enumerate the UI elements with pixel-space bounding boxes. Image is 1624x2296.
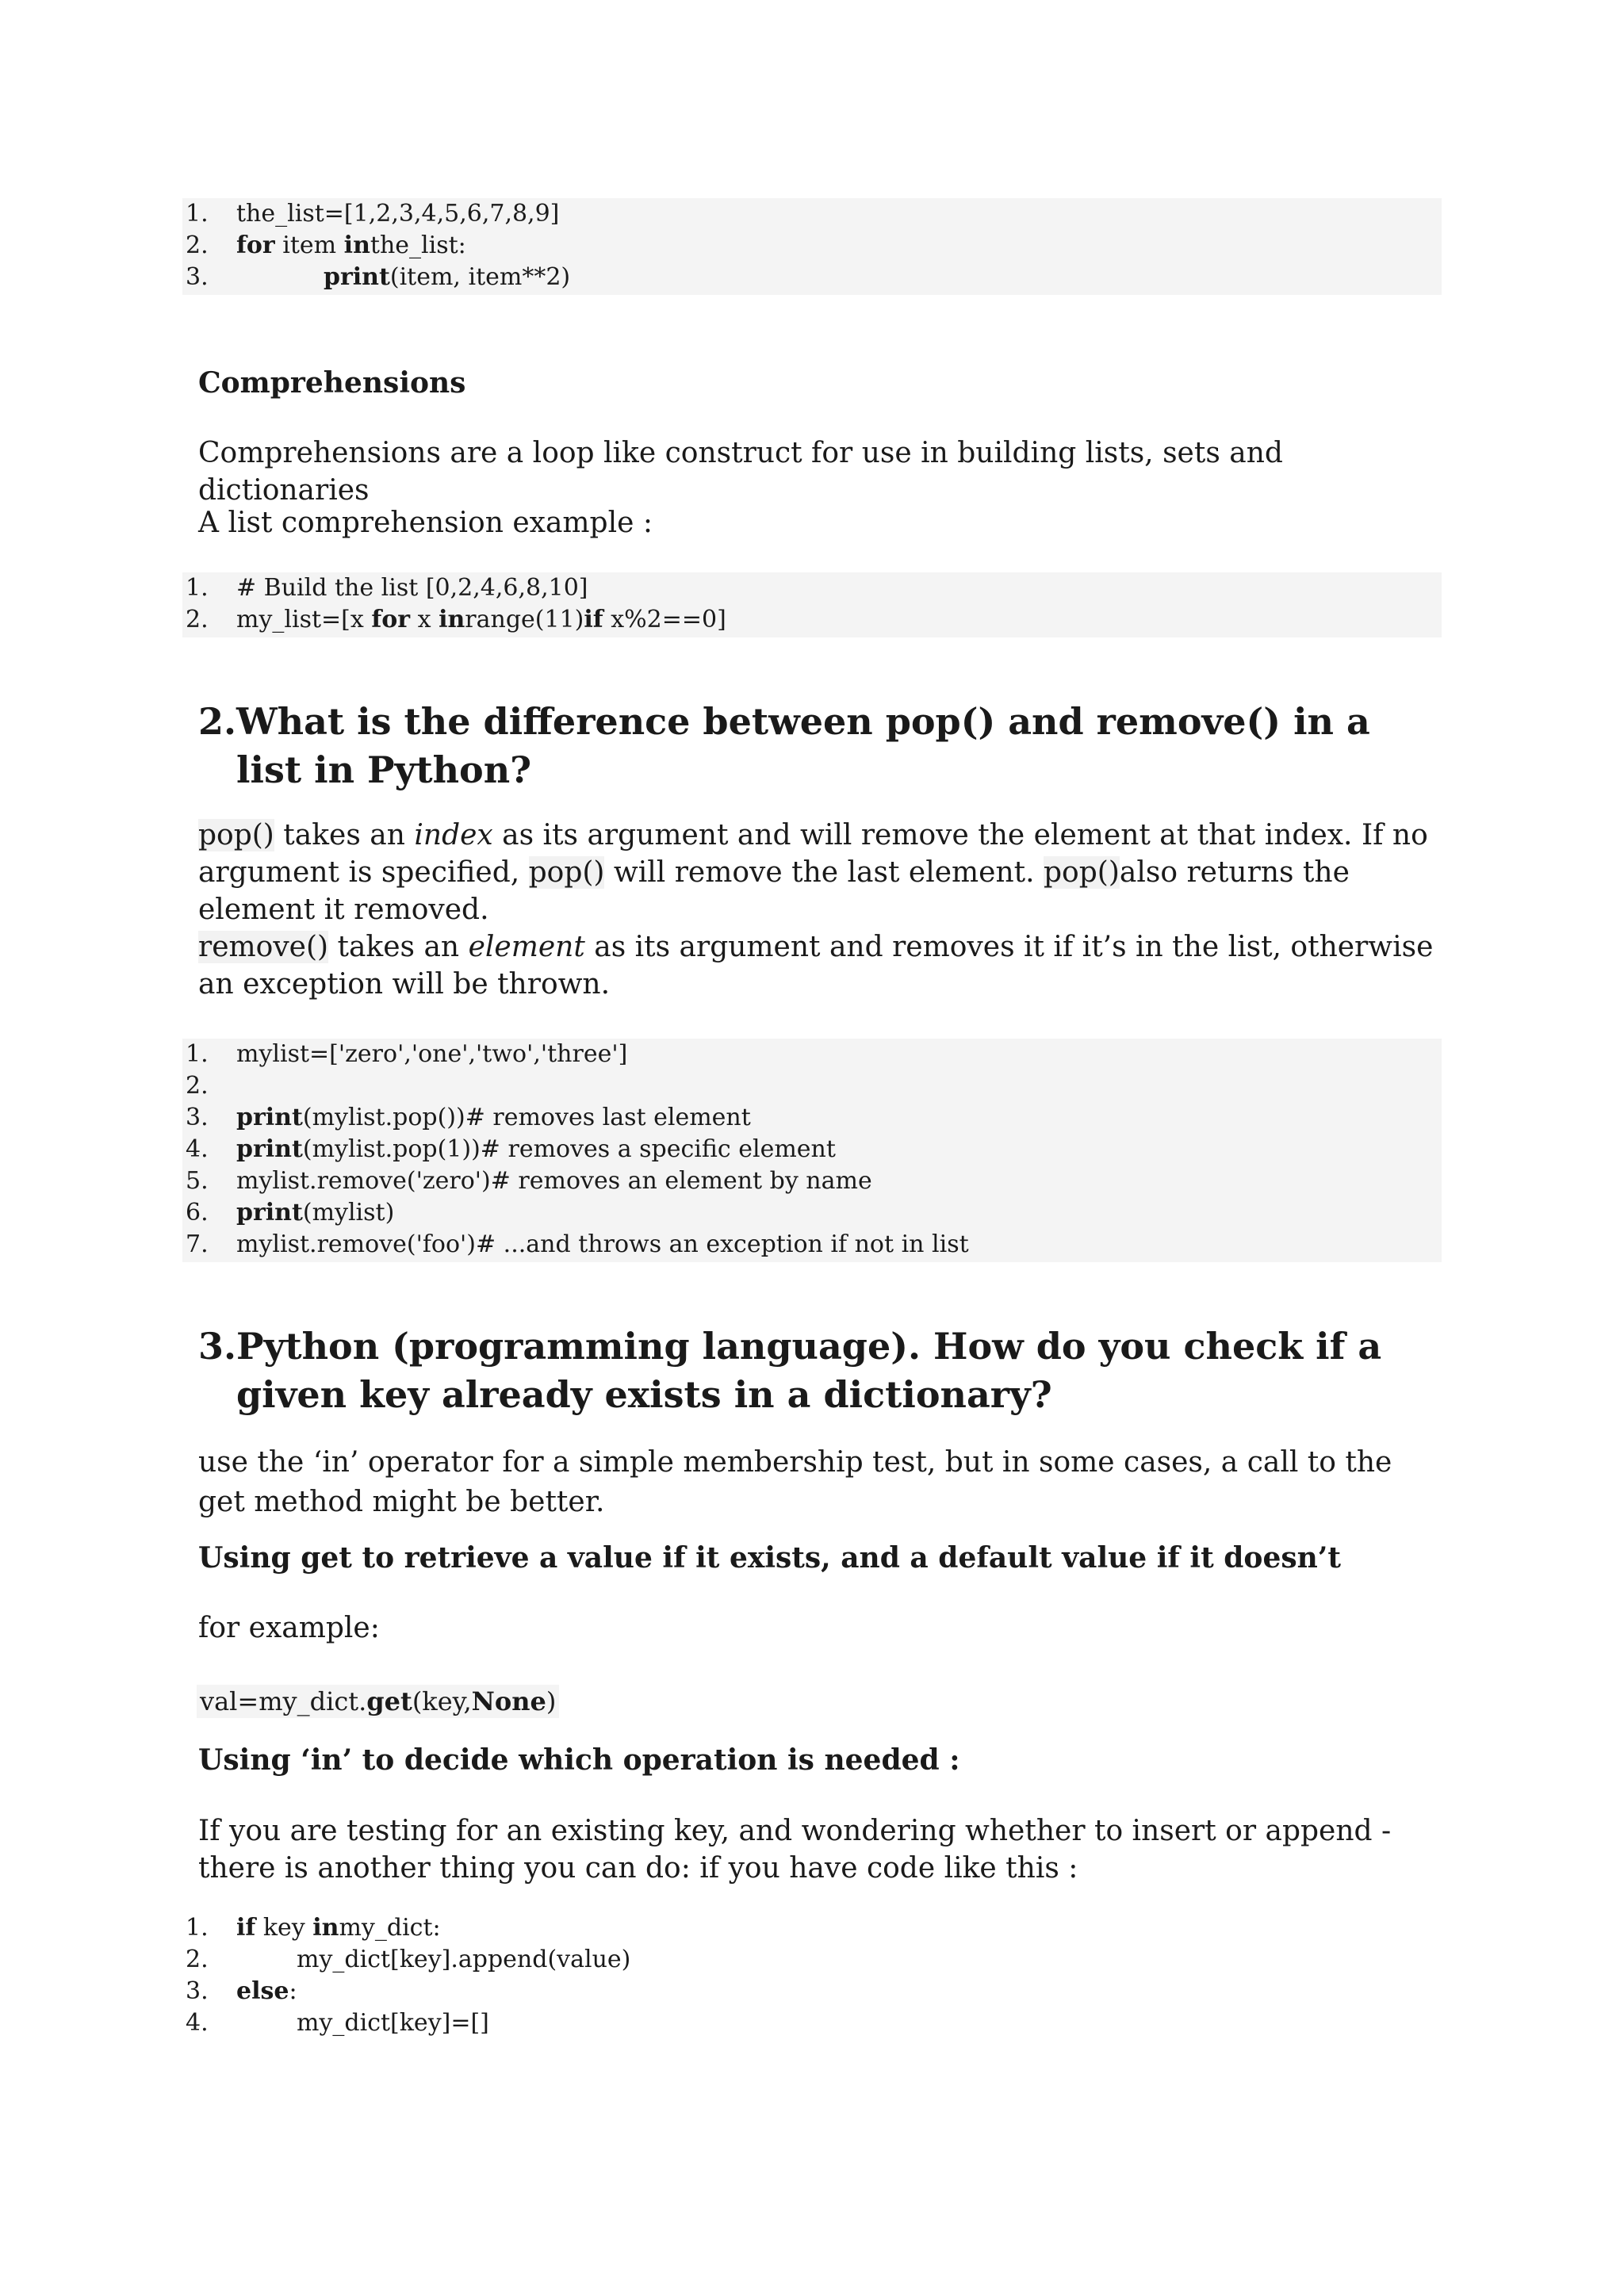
section-3-heading bbox=[198, 1322, 1435, 1419]
code-text bbox=[236, 1134, 836, 1165]
text-fragment: will remove the last element. bbox=[604, 856, 1044, 889]
line-number: 1. bbox=[186, 1914, 209, 1942]
code-line bbox=[182, 572, 1442, 604]
keyword: if bbox=[236, 1914, 256, 1942]
inline-code-pop: pop() bbox=[528, 856, 605, 889]
code-line bbox=[182, 1134, 1442, 1165]
code-line bbox=[182, 2007, 1442, 2039]
code-fragment: my_list=[x bbox=[236, 606, 372, 633]
code-line bbox=[182, 1944, 1442, 1976]
emphasis: element bbox=[468, 931, 585, 963]
code-text: my_dict[key].append(value) bbox=[297, 1946, 631, 1973]
line-number: 2. bbox=[186, 606, 209, 633]
section-number: 2. bbox=[198, 700, 237, 743]
code-text bbox=[236, 230, 466, 262]
line-number: 3. bbox=[186, 1104, 209, 1131]
in-subheading: Using ‘in’ to decide which operation is needed : bbox=[198, 1743, 960, 1777]
code-fragment: (mylist.pop(1))# removes a specific element bbox=[302, 1135, 836, 1163]
code-fragment: key bbox=[255, 1914, 313, 1942]
code-fragment: ) bbox=[546, 1686, 557, 1716]
line-number: 2. bbox=[186, 232, 209, 259]
code-line bbox=[182, 230, 1442, 262]
keyword: for bbox=[236, 232, 275, 259]
code-text bbox=[236, 604, 726, 636]
code-fragment: item bbox=[274, 232, 344, 259]
code-text: # Build the list [0,2,4,6,8,10] bbox=[236, 574, 588, 602]
code-line bbox=[182, 1912, 1442, 1944]
get-subheading: Using get to retrieve a value if it exists, and a default value if it doesn’t bbox=[198, 1541, 1341, 1575]
code-text bbox=[236, 1102, 751, 1134]
text-fragment: also returns the element it removed. bbox=[198, 856, 1350, 926]
line-number: 2. bbox=[186, 1946, 209, 1973]
code-text: mylist=['zero','one','two','three'] bbox=[236, 1040, 628, 1068]
line-number: 3. bbox=[186, 1977, 209, 2005]
emphasis: index bbox=[414, 819, 493, 851]
keyword: for bbox=[371, 606, 411, 633]
code-line bbox=[182, 198, 1442, 230]
keyword: print bbox=[236, 1199, 303, 1226]
code-fragment: : bbox=[289, 1977, 297, 2005]
text-fragment: takes an bbox=[328, 931, 469, 963]
keyword: in bbox=[343, 232, 370, 259]
keyword: print bbox=[236, 1104, 303, 1131]
text-fragment: as its argument and removes it if it’s in the list, otherwise an exception will be thrown. bbox=[198, 931, 1434, 1001]
code-line bbox=[182, 262, 1442, 293]
code-fragment: my_dict: bbox=[339, 1914, 441, 1942]
text-fragment: takes an bbox=[274, 819, 415, 851]
line-number: 3. bbox=[186, 263, 209, 291]
keyword: if bbox=[584, 606, 603, 633]
line-number: 5. bbox=[186, 1167, 209, 1195]
inline-code-pop: pop() bbox=[1044, 856, 1120, 889]
code-text: mylist.remove('zero')# removes an element by name bbox=[236, 1167, 872, 1195]
code-line bbox=[182, 1197, 1442, 1229]
code-fragment: the_list: bbox=[370, 232, 466, 259]
line-number: 4. bbox=[186, 2009, 209, 2037]
code-block-pop-remove bbox=[182, 1039, 1442, 1262]
code-fragment: x%2==0] bbox=[603, 606, 726, 633]
code-line bbox=[182, 1976, 1442, 2007]
section-3-intro: use the ‘in’ operator for a simple membership test, but in some cases, a call to the get method might be better. bbox=[198, 1446, 1392, 1518]
inline-code-pop: pop() bbox=[198, 819, 274, 851]
code-line bbox=[182, 1229, 1442, 1261]
code-fragment: val=my_dict. bbox=[200, 1686, 367, 1716]
code-line bbox=[182, 1039, 1442, 1070]
code-fragment: (mylist.pop())# removes last element bbox=[302, 1104, 751, 1131]
comprehensions-title: Comprehensions bbox=[198, 366, 466, 400]
code-fragment: x bbox=[410, 606, 439, 633]
code-line bbox=[182, 604, 1442, 636]
comprehensions-example-intro: A list comprehension example : bbox=[198, 507, 653, 539]
code-fragment: (mylist) bbox=[302, 1199, 395, 1226]
line-number: 1. bbox=[186, 200, 209, 228]
code-text: mylist.remove('foo')# ...and throws an exception if not in list bbox=[236, 1230, 969, 1258]
code-line bbox=[182, 1102, 1442, 1134]
code-text bbox=[236, 1976, 297, 2007]
code-text bbox=[236, 1197, 394, 1229]
line-number: 4. bbox=[186, 1135, 209, 1163]
code-text bbox=[324, 262, 570, 293]
section-number: 3. bbox=[198, 1325, 237, 1368]
keyword: get bbox=[366, 1686, 412, 1716]
line-number: 2. bbox=[186, 1072, 209, 1100]
line-number: 6. bbox=[186, 1199, 209, 1226]
keyword: in bbox=[312, 1914, 339, 1942]
code-line bbox=[182, 1165, 1442, 1197]
code-block-loop bbox=[182, 198, 1442, 295]
code-fragment: (key, bbox=[412, 1686, 472, 1716]
keyword: in bbox=[439, 606, 465, 633]
section-title: Python (programming language). How do you check if a given key already exists in a dictionary? bbox=[236, 1325, 1382, 1416]
keyword: else bbox=[236, 1977, 289, 2005]
keyword: print bbox=[236, 1135, 303, 1163]
section-title: What is the difference between pop() and remove() in a list in Python? bbox=[236, 700, 1370, 791]
code-fragment: range(11) bbox=[465, 606, 584, 633]
text-fragment: as its argument and will remove the element at that index. If no argument is specified, bbox=[198, 819, 1428, 889]
for-example-label: for example: bbox=[198, 1612, 380, 1644]
pop-description bbox=[198, 817, 1435, 1003]
code-line bbox=[182, 1070, 1442, 1102]
code-text bbox=[236, 1912, 441, 1944]
keyword: None bbox=[471, 1686, 546, 1716]
get-inline-code bbox=[197, 1685, 559, 1718]
code-block-if-else bbox=[182, 1912, 1442, 2042]
existing-key-paragraph: If you are testing for an existing key, and wondering whether to insert or append - there is another thing you can do: if you have code like this : bbox=[198, 1815, 1392, 1885]
keyword: print bbox=[324, 263, 390, 291]
section-2-heading bbox=[198, 698, 1435, 794]
line-number: 1. bbox=[186, 1040, 209, 1068]
code-text: my_dict[key]=[] bbox=[297, 2009, 489, 2037]
line-number: 7. bbox=[186, 1230, 209, 1258]
line-number: 1. bbox=[186, 574, 209, 602]
code-fragment: (item, item**2) bbox=[389, 263, 571, 291]
code-text: the_list=[1,2,3,4,5,6,7,8,9] bbox=[236, 200, 560, 228]
code-block-comprehension bbox=[182, 572, 1442, 637]
inline-code-remove: remove() bbox=[198, 931, 329, 963]
comprehensions-description: Comprehensions are a loop like construct for use in building lists, sets and dictionaries bbox=[198, 437, 1283, 507]
